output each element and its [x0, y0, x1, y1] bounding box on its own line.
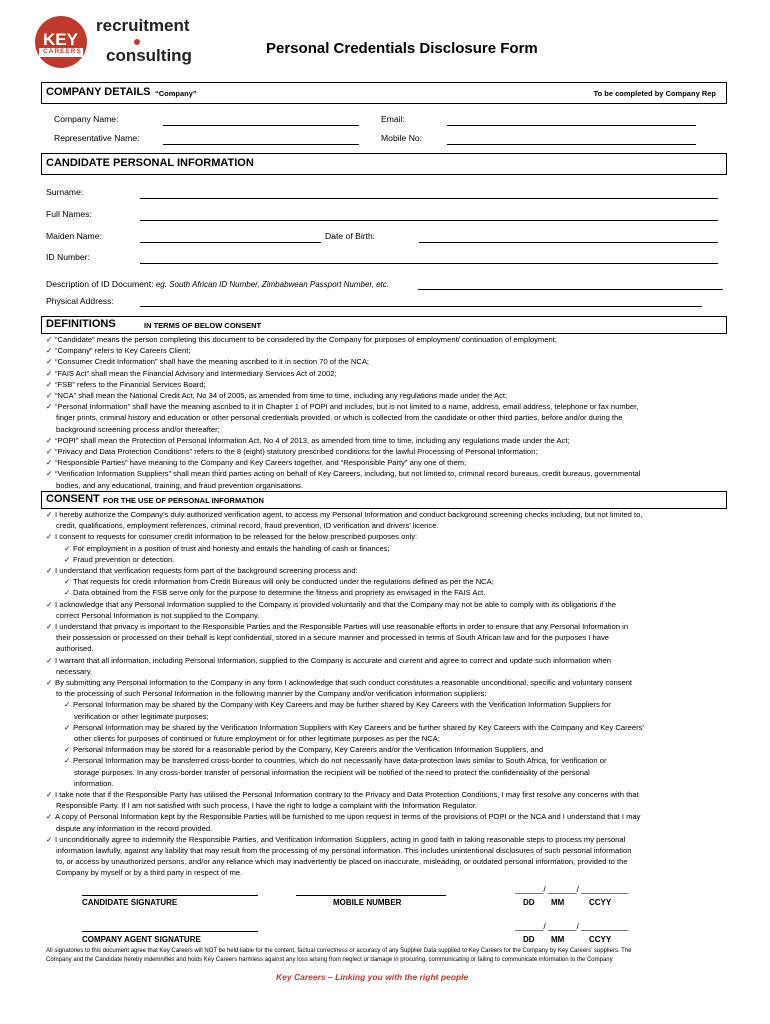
consent-sub: FOR THE USE OF PERSONAL INFORMATION [103, 496, 264, 505]
consent-line [46, 811, 640, 822]
line-text: “POPI” shall mean the Protection of Personal Information Act, No 4 of 2013, as amended from time to time, including any regulations made under the Act; [55, 435, 570, 445]
consent-line [46, 565, 358, 576]
consent-line [56, 520, 439, 531]
agent-date-ccyy: CCYY [589, 935, 612, 944]
consent-line [64, 744, 543, 755]
logo-careers-text: CAREERS [43, 48, 82, 55]
line-text: their possession or processed on their behalf is kept confidential, stored in a secure manner and processed in terms of South African law and for the purposes I have [56, 633, 609, 643]
consent-line [46, 599, 616, 610]
checkmark-icon: ✓ [46, 447, 53, 456]
line-text: background screening process and/or thereafter; [56, 424, 220, 434]
maiden-name-field[interactable] [140, 242, 321, 243]
mobile-number-field[interactable] [296, 895, 446, 896]
checkmark-icon: ✓ [46, 790, 53, 799]
footer-tagline: Key Careers – Linking you with the right people [276, 972, 469, 982]
checkmark-icon: ✓ [46, 435, 53, 445]
definition-line [46, 334, 557, 345]
rep-name-label: Representative Name: [54, 133, 140, 143]
id-description-example: eg. South African ID Number, Zimbabwean Passport Number, etc. [155, 280, 390, 289]
line-text: Personal Information may be stored for a reasonable period by the Company, Key Careers and/or the Verification Information Suppliers, and [73, 745, 544, 755]
line-text: Personal Information may be shared by the Verification Information Suppliers with Key Careers and be further shared by Key Careers with the Company and Key Careers’ [73, 722, 645, 732]
checkmark-icon: ✓ [46, 346, 53, 356]
mobile-number-label: MOBILE NUMBER [333, 898, 402, 907]
consent-line [56, 632, 609, 643]
consent-line [56, 856, 628, 867]
line-text: information. [74, 778, 114, 788]
agent-signature-field[interactable] [82, 931, 258, 932]
company-name-label: Company Name: [54, 114, 119, 124]
definition-line [46, 457, 466, 468]
definition-line [46, 379, 206, 390]
full-names-label: Full Names: [46, 209, 92, 219]
line-text: “Privacy and Data Protection Conditions” refers to the 8 (eight) statutory prescribed conditions for the lawful Processing of Personal Information; [55, 447, 538, 456]
logo [33, 14, 192, 70]
logo-recruitment-text: recruitment [96, 16, 190, 35]
consent-header [41, 491, 727, 509]
agent-date-dd: DD [523, 935, 535, 944]
id-description-text: Description of ID Document: [46, 279, 154, 289]
line-text: “Consumer Credit Information” shall have the meaning ascribed to it in section 70 of the NCA; [55, 357, 370, 367]
checkmark-icon: ✓ [46, 379, 53, 389]
line-text: Company by myself or by a third party in respect of me. [56, 868, 243, 878]
line-text: I acknowledge that any Personal Information supplied to the Company is provided voluntarily and that the Company may not be able to comply with its obligations if the [55, 599, 616, 609]
line-text: I warrant that all information, including Personal Information, supplied to the Company is accurate and current and agree to correct and update such information when [55, 655, 611, 665]
mobile-label: Mobile No: [381, 133, 423, 143]
checkmark-icon: ✓ [46, 678, 53, 687]
maiden-name-label: Maiden Name: [46, 231, 102, 241]
consent-line [64, 699, 611, 710]
consent-heading: CONSENT [46, 493, 100, 505]
consent-line [56, 867, 242, 878]
consent-line [56, 800, 477, 811]
checkmark-icon: ✓ [46, 532, 53, 542]
line-text: finger prints, criminal history and education or other personal credentials provided, or which is collected from the candidate or other third parties, before and/or during the [56, 413, 623, 423]
checkmark-icon: ✓ [64, 554, 71, 564]
company-details-heading: COMPANY DETAILS [46, 86, 151, 98]
id-description-field[interactable] [418, 289, 723, 290]
line-text: Fraud prevention or detection. [73, 554, 175, 564]
consent-line [74, 733, 440, 744]
line-text: I hereby authorize the Company’s duly authorized verification agent, to access my Personal Information and conduct background screening checks including, but not limited to, [55, 510, 643, 519]
checkmark-icon: ✓ [46, 655, 53, 665]
line-text: to, or access by unauthorized persons, and/or any reliance which may inadvertently be placed on inaccurate, misleading, or outdated personal information, provided to the [56, 857, 628, 867]
checkmark-icon: ✓ [64, 543, 71, 553]
consent-line [64, 543, 390, 554]
rep-name-field[interactable] [163, 144, 359, 145]
line-text: “NCA” shall mean the National Credit Act, No 34 of 2005, as amended from time to time, including any regulations made under the Act; [55, 391, 508, 400]
consent-line [56, 643, 94, 654]
consent-line [64, 722, 644, 733]
checkmark-icon: ✓ [46, 402, 53, 412]
definition-line [46, 390, 507, 401]
definitions-heading: DEFINITIONS [46, 318, 116, 330]
line-text: I take note that if the Responsible Party has utilised the Personal Information contrary to the Privacy and Data Protection Conditions, I may first resolve any concerns with that [55, 790, 639, 799]
consent-line [46, 834, 625, 845]
line-text: dispute any information in the record provided. [56, 823, 213, 833]
checkmark-icon: ✓ [46, 469, 53, 479]
candidate-info-heading: CANDIDATE PERSONAL INFORMATION [46, 157, 254, 169]
consent-line [64, 755, 607, 766]
address-field[interactable] [140, 306, 702, 307]
line-text: A copy of Personal Information kept by the Responsible Parties will be furnished to me upon request in terms of the provisions of POPI or the NCA and I understand that I may [55, 812, 641, 822]
line-text: verification or other legitimate purposes; [74, 711, 209, 721]
consent-line [64, 554, 174, 565]
line-text: “Verification Information Suppliers” shall mean third parties acting on behalf of Key Careers, including, but not limited to, criminal record bureaus, credit bureaus, governmental [55, 469, 641, 479]
company-name-field[interactable] [163, 125, 359, 126]
line-text: Personal Information may be transferred cross-border to countries, which do not necessarily have data-protection laws similar to South Africa, for verification or [73, 756, 607, 766]
consent-line [46, 621, 628, 632]
definition-line [46, 401, 638, 412]
line-text: “Personal Information” shall have the meaning ascribed to it in Chapter 1 of POPI and includes, but is not limited to a name, address, email address, telephone or fax number, [55, 402, 639, 412]
consent-line [46, 509, 642, 520]
candidate-info-header [41, 153, 727, 175]
line-text: authorised. [56, 644, 94, 654]
line-text: I understand that verification requests form part of the background screening process and: [55, 566, 358, 575]
line-text: I unconditionally agree to indemnify the Responsible Parties, and Verification Information Suppliers, acting in good faith in taking reasonable steps to process my personal [55, 834, 626, 844]
candidate-date-mm: MM [551, 898, 565, 907]
checkmark-icon: ✓ [64, 756, 71, 766]
company-details-sub: “Company” [155, 89, 197, 98]
line-text: credit, qualifications, employment references, criminal record, fraud prevention, ID verification and drivers’ licence. [56, 521, 439, 531]
line-text: I consent to requests for consumer credit information to be released for the below prescribed purposes only: [55, 532, 418, 542]
checkmark-icon: ✓ [46, 834, 53, 844]
consent-line [74, 711, 209, 722]
candidate-date-dd: DD [523, 898, 535, 907]
consent-line [56, 666, 92, 677]
line-text: I understand that privacy is important to the Responsible Parties and the Responsible Parties will use reasonable efforts in order to ensure that any Personal Information in [55, 622, 629, 631]
consent-line [46, 789, 639, 800]
line-text: to the processing of such Personal Information in the following manner by the Company and/or verification information suppliers: [56, 689, 487, 699]
line-text: That requests for credit information from Credit Bureaus will only be conducted under the regulations defined as per the NCA; [73, 577, 494, 587]
checkmark-icon: ✓ [64, 577, 71, 587]
checkmark-icon: ✓ [46, 812, 53, 822]
surname-label: Surname: [46, 187, 84, 197]
definition-line [46, 446, 537, 457]
disclaimer-line-1: All signatories to this document agree that Key Careers will NOT be held liable for the content, factual correctness or accuracy of any Supplier Data supplied to Key Careers for the Company by Key Careers’ suppliers. The [46, 948, 632, 954]
dob-field[interactable] [419, 242, 718, 243]
definitions-header [41, 316, 727, 334]
disclaimer-line-2: Company and the Candidate hereby indemnifies and holds Key Careers harmless against any loss arising from neglect or damage in procuring, communicating or failing to communicate information to the Company [46, 957, 613, 963]
id-number-label: ID Number: [46, 252, 90, 262]
company-rep-note: To be completed by Company Rep [593, 89, 716, 98]
checkmark-icon: ✓ [46, 335, 53, 344]
consent-line [46, 677, 632, 688]
page-title: Personal Credentials Disclosure Form [266, 40, 538, 57]
definition-line [56, 480, 303, 491]
line-text: By submitting any Personal Information to the Company in any form I acknowledge that such conduct constitutes a reasonable unconditional, specific and voluntary consent [55, 678, 633, 687]
mobile-field[interactable] [447, 144, 696, 145]
candidate-date-field[interactable]: ______/ ______/ __________ [515, 884, 629, 894]
consent-line [56, 845, 631, 856]
checkmark-icon: ✓ [46, 599, 53, 609]
definitions-sub: IN TERMS OF BELOW CONSENT [144, 321, 262, 330]
definition-line [56, 412, 622, 423]
agent-date-field[interactable]: ______/ ______/ __________ [515, 921, 629, 931]
consent-line [56, 823, 212, 834]
logo-dot-icon [134, 39, 140, 45]
definition-line [46, 356, 369, 367]
line-text: Personal Information may be shared by the Company with Key Careers and may be further shared by Key Careers with the Verification Information Suppliers for [73, 700, 611, 710]
definition-line [46, 435, 570, 446]
email-field[interactable] [447, 125, 696, 126]
consent-line [56, 688, 487, 699]
line-text: “Candidate” means the person completing this document to be considered by the Company for purposes of employment/ continuation of employment; [55, 335, 557, 344]
line-text: storage purposes. In any cross-border transfer of personal information the recipient will be notified of the need to protect the confidentiality of the personal [74, 767, 590, 777]
checkmark-icon: ✓ [46, 391, 53, 400]
line-text: For employment in a position of trust and honesty and entails the handling of cash or finances; [73, 543, 390, 553]
candidate-date-ccyy: CCYY [589, 898, 612, 907]
candidate-signature-label: CANDIDATE SIGNATURE [82, 898, 178, 907]
id-description-label [46, 279, 389, 289]
checkmark-icon: ✓ [46, 458, 53, 468]
email-label: Email: [381, 114, 405, 124]
line-text: “Company” refers to Key Careers Client; [55, 346, 191, 356]
definition-line [46, 345, 190, 356]
consent-line [46, 531, 417, 542]
consent-line [64, 587, 485, 598]
line-text: Responsible Party. If I am not satisfied with such process, I have the right to lodge a complaint with the Information Regulator. [56, 801, 478, 811]
checkmark-icon: ✓ [46, 566, 53, 575]
agent-date-mm: MM [551, 935, 565, 944]
checkmark-icon: ✓ [64, 700, 71, 710]
full-names-field[interactable] [140, 220, 718, 221]
line-text: correct Personal Information is not supplied to the Company. [56, 610, 260, 620]
consent-line [56, 610, 259, 621]
line-text: other clients for purposes of continued or future employment or for other legitimate purposes as per the NCA; [74, 734, 440, 743]
checkmark-icon: ✓ [46, 357, 53, 367]
surname-field[interactable] [140, 198, 718, 199]
line-text: “FAIS Act” shall mean the Financial Advisory and Intermediary Services Act of 2002; [55, 368, 337, 378]
definition-line [46, 468, 640, 479]
definition-line [46, 368, 337, 379]
id-number-field[interactable] [140, 263, 718, 264]
checkmark-icon: ✓ [64, 588, 71, 598]
line-text: necessary. [56, 666, 93, 676]
consent-line [64, 576, 494, 587]
line-text: “Responsible Parties” have meaning to the Company and Key Careers together, and “Responsible Party” any one of them; [55, 458, 467, 468]
dob-label: Date of Birth: [325, 231, 376, 241]
consent-line [46, 655, 611, 666]
checkmark-icon: ✓ [64, 722, 71, 732]
checkmark-icon: ✓ [46, 622, 53, 631]
consent-line [74, 778, 114, 789]
checkmark-icon: ✓ [64, 745, 71, 755]
checkmark-icon: ✓ [46, 368, 53, 378]
agent-signature-label: COMPANY AGENT SIGNATURE [82, 935, 201, 944]
address-label: Physical Address: [46, 296, 114, 306]
consent-line [74, 767, 590, 778]
line-text: Data obtained from the FSB serve only for the purpose to determine the fitness and propriety as envisaged in the FAIS Act. [73, 588, 486, 598]
line-text: bodies, and any educational, training, and fraud prevention organisations. [56, 480, 303, 490]
line-text: information lawfully, against any liability that may result from the processing of my personal information. This includes unintentional disclosures of such personal information [56, 846, 632, 855]
logo-consulting-text: consulting [106, 46, 192, 65]
company-details-header [41, 82, 727, 104]
line-text: “FSB” refers to the Financial Services Board; [55, 379, 206, 389]
logo-key-text: KEY [43, 30, 78, 49]
checkmark-icon: ✓ [46, 510, 53, 519]
definition-line [56, 424, 220, 435]
candidate-signature-field[interactable] [82, 895, 258, 896]
